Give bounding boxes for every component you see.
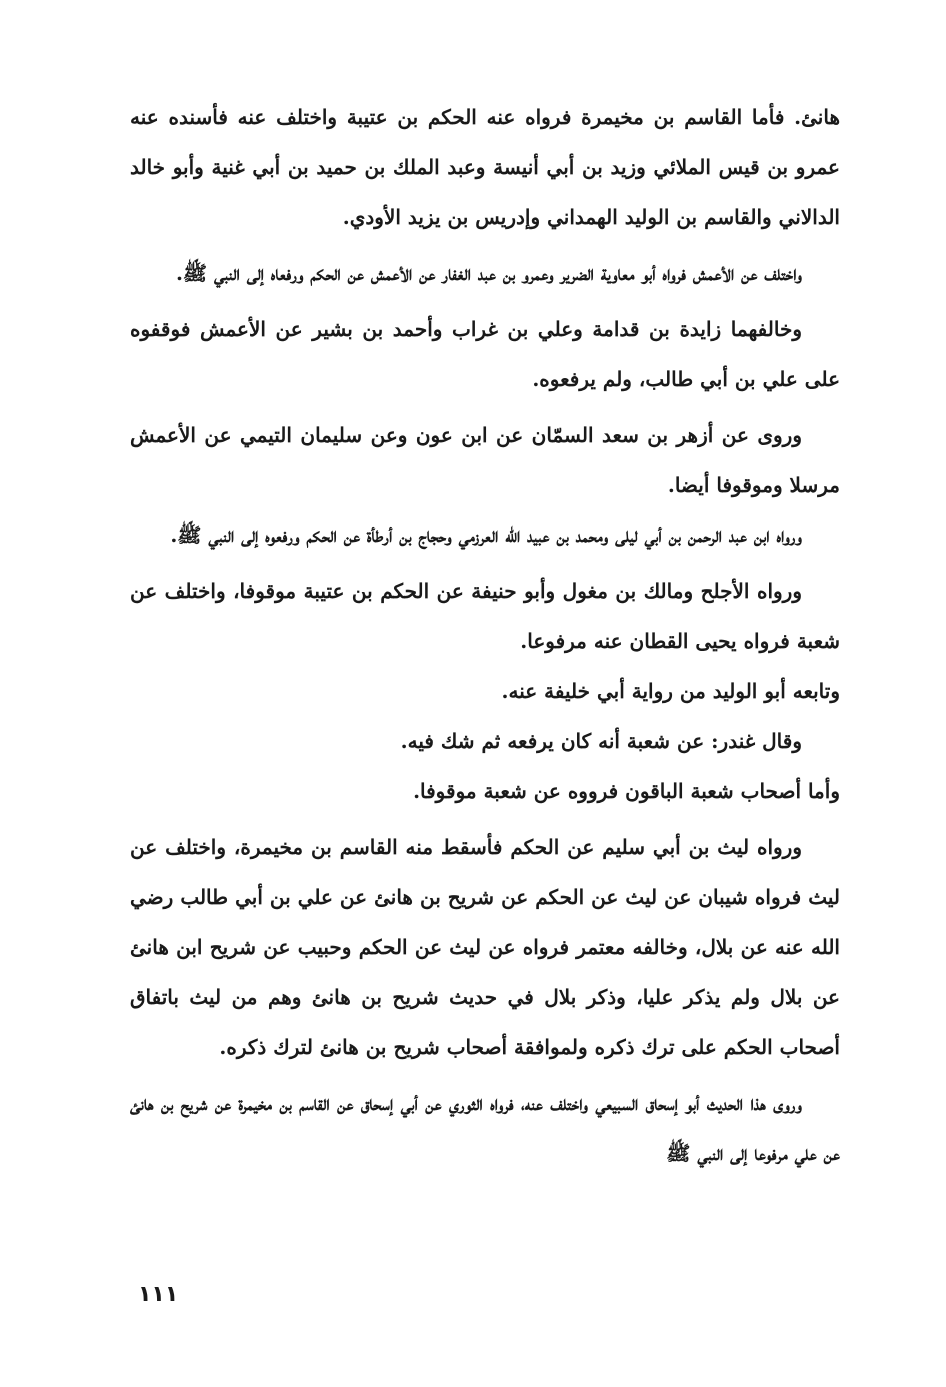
paragraph-11: وروى هذا الحديث أبو إسحاق السبيعي واختلف عنه، فرواه الثوري عن أبي إسحاق عن القاسم بن مخيمرة عن شريح بن هانئ عن علي مرفوعا إلى النبي ﷺ — [130, 1091, 840, 1165]
paragraph-7: وتابعه أبو الوليد من رواية أبي خليفة عنه. — [501, 679, 840, 703]
paragraph-5: ورواه ابن عبد الرحمن بن أبي ليلى ومحمد بن عبيد الله العرزمي وحجاج بن أرطأة عن الحكم ورفعوه إلى النبي ﷺ. — [170, 523, 802, 547]
paragraph-1: هانئ. فأما القاسم بن مخيمرة فرواه عنه الحكم بن عتيبة واختلف عنه فأسنده عنه عمرو بن قيس الملائي وزيد بن أبي أنيسة وعبد الملك بن حميد بن أبي غنية وأبو خالد الدالاني والقاسم بن الوليد الهمداني وإدريس بن يزيد الأودي. — [130, 105, 840, 229]
paragraph-6: ورواه الأجلح ومالك بن مغول وأبو حنيفة عن الحكم بن عتيبة موقوفا، واختلف عن شعبة فرواه يحيى القطان عنه مرفوعا. — [130, 579, 840, 653]
page-number: ١١١ — [138, 1282, 179, 1307]
paragraph-4: وروى عن أزهر بن سعد السمّان عن ابن عون وعن سليمان التيمي عن الأعمش مرسلا وموقوفا أيضا. — [130, 423, 840, 497]
paragraph-8: وقال غندر: عن شعبة أنه كان يرفعه ثم شك فيه. — [400, 729, 802, 753]
paragraph-3: وخالفهما زايدة بن قدامة وعلي بن غراب وأحمد بن بشير عن الأعمش فوقفوه على علي بن أبي طالب، ولم يرفعوه. — [130, 317, 840, 391]
paragraph-9: وأما أصحاب شعبة الباقون فرووه عن شعبة موقوفا. — [413, 779, 840, 803]
paragraph-10: ورواه ليث بن أبي سليم عن الحكم فأسقط منه القاسم بن مخيمرة، واختلف عن ليث فرواه شيبان عن ليث عن الحكم عن شريح بن هانئ عن علي بن أبي طالب رضي الله عنه عن بلال، وخالفه معتمر فرواه عن ليث عن الحكم وحبيب عن شريح ابن هانئ عن بلال ولم يذكر عليا، وذكر بلال في حديث شريح بن هانئ وهم من ليث باتفاق أصحاب الحكم على ترك ذكره ولموافقة أصحاب شريح بن هانئ لترك ذكره. — [130, 835, 840, 1059]
paragraph-2: واختلف عن الأعمش فرواه أبو معاوية الضرير وعمرو بن عبد الغفار عن الأعمش عن الحكم ورفعاه إلى النبي ﷺ. — [175, 261, 802, 285]
page-body — [130, 92, 840, 1178]
